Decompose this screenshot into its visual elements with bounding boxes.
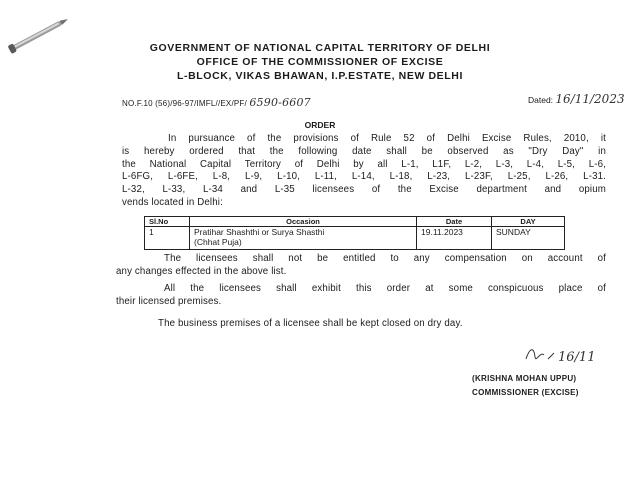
reference-number xyxy=(122,96,311,109)
intro-paragraph xyxy=(122,133,606,210)
cell-day: SUNDAY xyxy=(492,227,565,250)
intro-line: L-6FG, L-6FE, L-8, L-9, L-10, L-11, L-14, L-18, L-23, L-23F, L-25, L-26, L-31. xyxy=(122,171,606,183)
govt-heading: GOVERNMENT OF NATIONAL CAPITAL TERRITORY OF DELHI xyxy=(149,42,491,54)
dated-handwritten: 16/11/2023 xyxy=(555,92,625,106)
reference-printed: NO.F.10 (56)/96-97/IMFL//EX/PF/ xyxy=(122,99,247,108)
compensation-paragraph xyxy=(116,253,606,279)
signatory-name: (KRISHNA MOHAN UPPU) xyxy=(472,374,577,383)
compensation-line: any changes effected in the above list. xyxy=(116,265,287,277)
col-day-header: DAY xyxy=(492,217,565,227)
office-heading: OFFICE OF THE COMMISSIONER OF EXCISE xyxy=(196,56,444,68)
col-slno-header: Sl.No xyxy=(145,217,190,227)
reference-handwritten: 6590-6607 xyxy=(249,96,311,109)
intro-line: vends located in Delhi: xyxy=(122,196,223,208)
intro-line: L-32, L-33, L-34 and L-35 licensees of the Excise department and opium xyxy=(122,184,606,196)
dry-day-table xyxy=(144,216,565,250)
dated-field xyxy=(528,92,625,106)
table-row xyxy=(145,227,565,250)
closing-paragraph xyxy=(158,318,463,331)
signature-mark: 16/11 xyxy=(558,350,596,365)
cell-slno: 1 xyxy=(145,227,190,250)
closing-line: The business premises of a licensee shall be kept closed on dry day. xyxy=(158,318,463,329)
col-date-header: Date xyxy=(417,217,492,227)
col-occasion-header: Occasion xyxy=(190,217,417,227)
compensation-line: The licensees shall not be entitled to any compensation on account of xyxy=(164,253,606,264)
dated-label: Dated: xyxy=(528,95,554,105)
signatory-designation: COMMISSIONER (EXCISE) xyxy=(472,388,579,397)
intro-line: the National Capital Territory of Delhi by all L-1, L1F, L-2, L-3, L-4, L-5, L-6, xyxy=(122,158,606,170)
order-title: ORDER xyxy=(304,120,336,130)
address-heading: L-BLOCK, VIKAS BHAWAN, I.P.ESTATE, NEW DELHI xyxy=(177,70,463,82)
exhibit-paragraph xyxy=(116,283,606,309)
intro-line: In pursuance of the provisions of Rule 52 of Delhi Excise Rules, 2010, it xyxy=(168,133,606,144)
occasion-line: (Chhat Puja) xyxy=(194,237,242,247)
table-header-row xyxy=(145,217,565,227)
cell-date: 19.11.2023 xyxy=(417,227,492,250)
cell-occasion xyxy=(190,227,417,250)
occasion-line: Pratihar Shashthi or Surya Shasthi xyxy=(194,227,325,237)
exhibit-line: All the licensees shall exhibit this order at some conspicuous place of xyxy=(164,283,606,294)
intro-line: is hereby ordered that the following date shall be observed as "Dry Day" in xyxy=(122,145,606,157)
signature-scribble-icon xyxy=(522,333,602,368)
exhibit-line: their licensed premises. xyxy=(116,295,222,307)
